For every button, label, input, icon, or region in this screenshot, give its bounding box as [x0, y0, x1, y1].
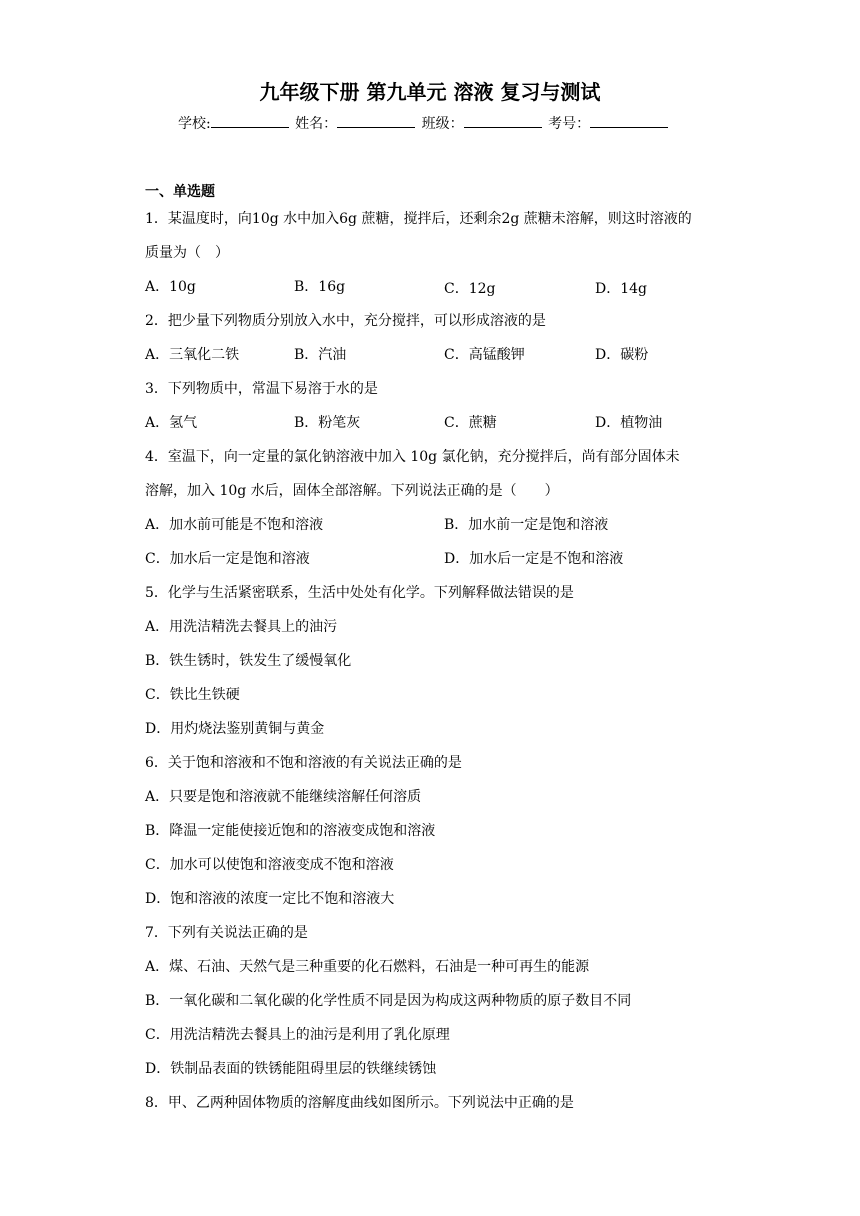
question-1-option-a: A．10g	[145, 279, 196, 295]
question-3-option-d: D．植物油	[595, 415, 663, 431]
section-title: 一、单选题	[145, 184, 215, 200]
question-4-line-2: 溶解，加入 10g 水后，固体全部溶解。下列说法正确的是（ ）	[145, 483, 559, 499]
question-4-option-a: A．加水前可能是不饱和溶液	[145, 517, 324, 533]
question-6-option-b: B．降温一定能使接近饱和的溶液变成饱和溶液	[145, 823, 436, 839]
student-info-row	[178, 113, 670, 133]
question-4-line-1: 4．室温下，向一定量的氯化钠溶液中加入 10g 氯化钠，充分搅拌后，尚有部分固体未	[145, 449, 680, 465]
question-1-option-b: B．16g	[294, 279, 346, 295]
question-2-line-1: 2．把少量下列物质分别放入水中，充分搅拌，可以形成溶液的是	[145, 313, 546, 329]
school-blank[interactable]	[211, 115, 289, 128]
question-7-option-d: D．铁制品表面的铁锈能阻碍里层的铁继续锈蚀	[145, 1061, 437, 1077]
question-2-option-b: B．汽油	[294, 347, 347, 363]
question-7-line-1: 7．下列有关说法正确的是	[145, 925, 308, 941]
question-5-option-a: A．用洗洁精洗去餐具上的油污	[145, 619, 338, 635]
id-blank[interactable]	[590, 115, 668, 128]
question-2-option-d: D．碳粉	[595, 347, 649, 363]
question-4-option-b: B．加水前一定是饱和溶液	[444, 517, 609, 533]
question-1-line-2: 质量为（ ）	[145, 245, 229, 261]
question-6-option-a: A．只要是饱和溶液就不能继续溶解任何溶质	[145, 789, 422, 805]
question-7-option-b: B．一氧化碳和二氧化碳的化学性质不同是因为构成这两种物质的原子数目不同	[145, 993, 632, 1009]
question-5-line-1: 5．化学与生活紧密联系，生活中处处有化学。下列解释做法错误的是	[145, 585, 574, 601]
question-4-option-c: C．加水后一定是饱和溶液	[145, 551, 310, 567]
school-label: 学校:	[178, 116, 211, 132]
question-2-option-a: A．三氧化二铁	[145, 347, 240, 363]
question-7-option-a: A．煤、石油、天然气是三种重要的化石燃料，石油是一种可再生的能源	[145, 959, 590, 975]
question-8-line-1: 8．甲、乙两种固体物质的溶解度曲线如图所示。下列说法中正确的是	[145, 1095, 574, 1111]
class-label: 班级：	[421, 116, 464, 132]
question-3-option-b: B．粉笔灰	[294, 415, 361, 431]
question-6-line-1: 6．关于饱和溶液和不饱和溶液的有关说法正确的是	[145, 755, 462, 771]
question-3-option-c: C．蔗糖	[444, 415, 497, 431]
question-4-option-d: D．加水后一定是不饱和溶液	[444, 551, 624, 567]
question-1-option-c: C．12g	[444, 281, 496, 297]
class-blank[interactable]	[464, 115, 542, 128]
question-5-option-b: B．铁生锈时，铁发生了缓慢氧化	[145, 653, 352, 669]
question-1-line-1: 1．某温度时，向10g 水中加入6g 蔗糖，搅拌后，还剩余2g 蔗糖未溶解，则这时溶液的	[145, 211, 692, 227]
question-7-option-c: C．用洗洁精洗去餐具上的油污是利用了乳化原理	[145, 1027, 450, 1043]
question-2-option-c: C．高锰酸钾	[444, 347, 525, 363]
question-3-line-1: 3．下列物质中，常温下易溶于水的是	[145, 381, 378, 397]
question-6-option-c: C．加水可以使饱和溶液变成不饱和溶液	[145, 857, 394, 873]
name-label: 姓名：	[295, 116, 338, 132]
name-blank[interactable]	[337, 115, 415, 128]
question-6-option-d: D．饱和溶液的浓度一定比不饱和溶液大	[145, 891, 395, 907]
question-1-option-d: D．14g	[595, 281, 648, 297]
question-5-option-d: D．用灼烧法鉴别黄铜与黄金	[145, 721, 325, 737]
page-title: 九年级下册 第九单元 溶液 复习与测试	[259, 80, 601, 104]
id-label: 考号：	[548, 116, 591, 132]
question-3-option-a: A．氢气	[145, 415, 198, 431]
question-5-option-c: C．铁比生铁硬	[145, 687, 240, 703]
